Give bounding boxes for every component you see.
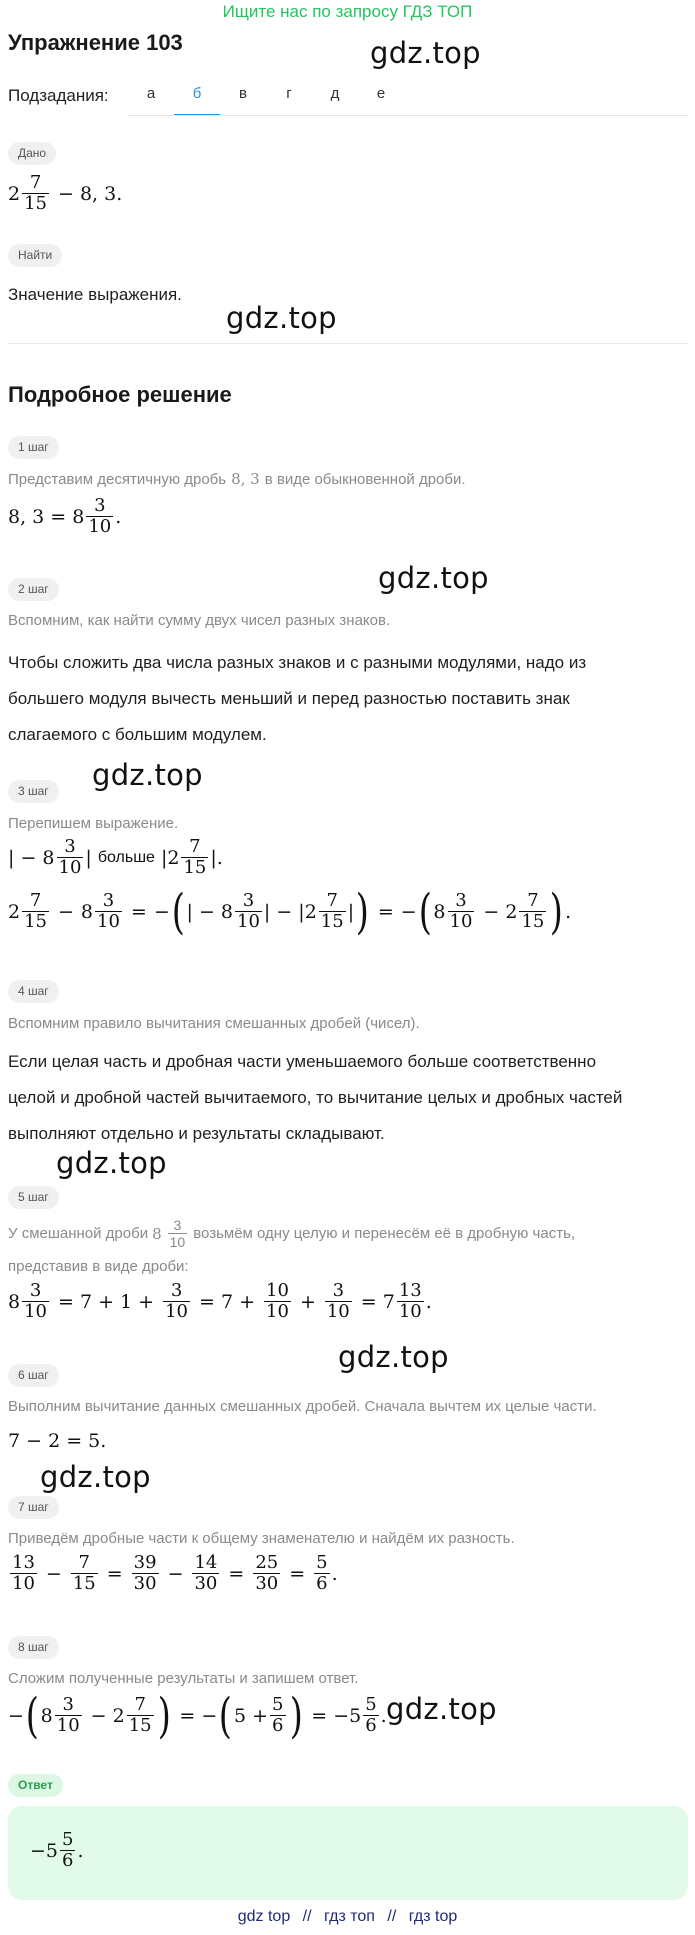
watermark: gdz.top xyxy=(40,1460,151,1494)
watermark: gdz.top xyxy=(338,1340,449,1374)
den: 10 xyxy=(97,911,120,932)
punct: . xyxy=(380,1705,387,1727)
step-8-expression xyxy=(8,1688,387,1744)
whole: 8 xyxy=(433,901,446,923)
num: 7 xyxy=(527,890,539,912)
num: 7 xyxy=(29,890,42,912)
den: 10 xyxy=(169,1233,186,1250)
abs-close: |. xyxy=(210,846,223,869)
step-1-pill: 1 шаг xyxy=(8,436,59,459)
punct: . xyxy=(565,901,572,923)
op: = 7 + xyxy=(199,1290,256,1313)
fraction xyxy=(132,1554,159,1594)
whole: 8 xyxy=(80,901,94,923)
step-4-desc: Вспомним правило вычитания смешанных дробей (чисел). xyxy=(8,1015,420,1032)
num: 7 xyxy=(326,890,338,912)
num: 5 xyxy=(316,1552,328,1573)
op: − xyxy=(8,1705,24,1727)
answer-expression xyxy=(30,1831,84,1871)
step-2-pill: 2 шаг xyxy=(8,578,59,601)
den: 30 xyxy=(133,1572,157,1594)
step-8-pill: 8 шаг xyxy=(8,1636,59,1659)
num: 3 xyxy=(102,890,115,912)
subtasks-tabs xyxy=(128,78,404,116)
den: 15 xyxy=(183,856,207,878)
fraction xyxy=(22,892,49,932)
solution-title: Подробное решение xyxy=(8,382,232,407)
step-1-lhs: 8, 3 = 8 xyxy=(8,505,85,528)
step-3-comparison xyxy=(8,838,223,878)
watermark: gdz.top xyxy=(370,36,481,70)
num: 7 xyxy=(134,1694,146,1716)
step-3-expression xyxy=(8,884,572,940)
step-7-pill: 7 шаг xyxy=(8,1496,59,1519)
den: 10 xyxy=(398,1300,422,1322)
rule-line: большего модуля вычесть меньший и перед разностью поставить знак xyxy=(8,689,570,708)
tab-d[interactable]: д xyxy=(330,85,340,102)
answer-pill: Ответ xyxy=(8,1774,63,1797)
abs-open: |2 xyxy=(160,846,180,869)
num: 5 xyxy=(365,1694,377,1716)
fraction xyxy=(127,1696,154,1736)
tab-v[interactable]: в xyxy=(239,85,247,102)
step-6-pill: 6 шаг xyxy=(8,1364,59,1387)
step-5-expression xyxy=(8,1282,432,1322)
den: 15 xyxy=(128,1715,152,1736)
fraction xyxy=(314,1554,329,1594)
den: 10 xyxy=(449,911,473,932)
den: 15 xyxy=(72,1572,96,1594)
den: 10 xyxy=(56,1715,80,1736)
step-1-desc-b: в виде обыкновенной дроби. xyxy=(264,471,466,488)
step-6-desc: Выполним вычитание данных смешанных дробей. Сначала вычтем их целые части. xyxy=(8,1398,597,1415)
num: 25 xyxy=(255,1552,279,1573)
watermark: gdz.top xyxy=(386,1692,497,1726)
fraction xyxy=(71,1554,98,1594)
step-1-desc-a: Представим десятичную дробь xyxy=(8,471,227,488)
tab-e[interactable]: е xyxy=(376,85,386,102)
den: 10 xyxy=(24,1300,47,1322)
promo-banner[interactable]: Ищите нас по запросу ГДЗ ТОП xyxy=(222,2,473,21)
step-8-desc: Сложим полученные результаты и запишем ответ. xyxy=(8,1670,359,1687)
num: 39 xyxy=(133,1552,157,1573)
op: = 7 xyxy=(360,1290,395,1313)
abs-mid: | − |2 xyxy=(263,901,317,923)
footer-link[interactable]: гдз топ xyxy=(324,1908,375,1925)
op: − 2 xyxy=(90,1705,125,1727)
num: 13 xyxy=(398,1280,422,1301)
fraction xyxy=(163,1282,190,1322)
tab-g[interactable]: г xyxy=(286,85,292,102)
footer-separator: // xyxy=(302,1908,312,1925)
num: 14 xyxy=(194,1552,218,1573)
tab-a[interactable]: а xyxy=(146,85,156,102)
tab-b[interactable]: б xyxy=(174,78,220,116)
num: 3 xyxy=(62,1694,74,1716)
den: 10 xyxy=(165,1300,189,1322)
abs-close: | xyxy=(85,846,92,869)
step-7-desc: Приведём дробные части к общему знаменателю и найдём их разность. xyxy=(8,1530,515,1547)
rule-line: слагаемого с большим модулем. xyxy=(8,725,267,744)
paren: ) xyxy=(289,1688,303,1744)
whole: −5 xyxy=(30,1839,59,1862)
footer-link[interactable]: gdz top xyxy=(237,1908,291,1925)
step-5-pill: 5 шаг xyxy=(8,1186,59,1209)
find-pill: Найти xyxy=(8,244,62,267)
den: 15 xyxy=(521,911,545,932)
num: 3 xyxy=(94,495,106,516)
op: = xyxy=(289,1562,306,1585)
paren: ) xyxy=(355,884,370,940)
abs-close: | xyxy=(347,901,355,923)
step-6-expression: 7 − 2 = 5. xyxy=(8,1430,107,1452)
step-3-pill: 3 шаг xyxy=(8,780,59,803)
rule-line: Чтобы сложить два числа разных знаков и с разными модулями, надо из xyxy=(8,653,587,672)
fraction xyxy=(363,1696,378,1736)
den: 6 xyxy=(272,1715,284,1736)
rule-line: выполняют отдельно и результаты складывают. xyxy=(8,1124,385,1143)
step-2-rule xyxy=(8,645,586,753)
den: 10 xyxy=(12,1572,35,1594)
punct: . xyxy=(115,505,122,528)
num: 5 xyxy=(272,1694,284,1716)
fraction xyxy=(235,892,262,932)
num: 3 xyxy=(332,1280,345,1301)
fraction xyxy=(57,838,84,878)
op: − 2 xyxy=(483,901,518,923)
step-1-desc xyxy=(8,470,466,488)
den: 6 xyxy=(365,1715,377,1736)
fraction xyxy=(10,1554,37,1594)
den: 10 xyxy=(266,1300,289,1322)
num: 13 xyxy=(12,1552,35,1573)
page-title: Упражнение 103 xyxy=(8,30,183,55)
den: 10 xyxy=(88,515,112,537)
num: 3 xyxy=(29,1280,42,1301)
num: 3 xyxy=(455,890,467,912)
abs-open: | − 8 xyxy=(186,901,233,923)
num: 7 xyxy=(78,1552,90,1573)
given-num: 7 xyxy=(29,172,42,193)
step-3-desc: Перепишем выражение. xyxy=(8,815,179,832)
num: 7 xyxy=(189,836,201,857)
rule-line: целой и дробной частей вычитаемого, то вычитание целых и дробных частей xyxy=(8,1088,623,1107)
find-text: Значение выражения. xyxy=(8,285,182,304)
paren: ) xyxy=(157,1688,171,1744)
op: = −5 xyxy=(311,1705,362,1727)
num: 5 xyxy=(62,1829,74,1850)
section-divider xyxy=(8,343,688,344)
op: = xyxy=(377,901,394,923)
desc-text: У смешанной дроби xyxy=(8,1225,149,1243)
fraction xyxy=(264,1282,291,1322)
paren: ( xyxy=(171,884,185,940)
paren: ( xyxy=(418,884,432,940)
comparison-word: больше xyxy=(97,848,155,866)
punct: . xyxy=(77,1839,84,1862)
fraction xyxy=(181,838,208,878)
given-den: 15 xyxy=(24,192,47,214)
watermark: gdz.top xyxy=(92,758,203,792)
den: 30 xyxy=(255,1572,279,1594)
op: − xyxy=(153,901,170,923)
num: 3 xyxy=(173,1217,182,1233)
step-1-expression xyxy=(8,497,121,537)
whole: 8 xyxy=(8,1290,21,1313)
tabs-underline xyxy=(128,115,688,116)
fraction xyxy=(519,892,546,932)
op: − xyxy=(45,1562,62,1585)
den: 10 xyxy=(237,911,260,932)
den: 15 xyxy=(320,911,344,932)
given-rest: − 8, 3. xyxy=(58,182,123,205)
op: = xyxy=(130,901,147,923)
abs-open: | − 8 xyxy=(8,846,55,869)
step-4-rule xyxy=(8,1044,622,1152)
den: 10 xyxy=(58,856,82,878)
fraction xyxy=(397,1282,424,1322)
answer-box xyxy=(8,1806,688,1900)
watermark: gdz.top xyxy=(56,1146,167,1180)
punct: . xyxy=(425,1290,432,1313)
fraction xyxy=(319,892,346,932)
given-expression xyxy=(8,174,122,214)
given-whole: 2 xyxy=(8,182,21,205)
whole: 8 xyxy=(40,1705,53,1727)
op: = 7 + 1 + xyxy=(58,1290,155,1313)
footer-separator: // xyxy=(387,1908,397,1925)
fraction xyxy=(253,1554,280,1594)
op: = xyxy=(106,1562,123,1585)
paren: ) xyxy=(550,884,564,940)
footer-link[interactable]: гдз top xyxy=(408,1908,458,1925)
fraction xyxy=(448,892,475,932)
footer-links xyxy=(0,1908,695,1926)
fraction xyxy=(270,1696,285,1736)
watermark: gdz.top xyxy=(226,301,337,335)
op: − xyxy=(167,1562,184,1585)
step-7-expression xyxy=(8,1554,338,1594)
step-4-pill: 4 шаг xyxy=(8,980,59,1003)
whole: 8 xyxy=(152,1224,162,1243)
op: = xyxy=(228,1562,245,1585)
paren: ( xyxy=(25,1688,39,1744)
den: 6 xyxy=(316,1572,328,1594)
den: 6 xyxy=(62,1849,74,1871)
den: 10 xyxy=(326,1300,350,1322)
step-5-desc xyxy=(8,1218,575,1249)
given-fraction xyxy=(22,174,49,214)
num: 3 xyxy=(242,890,255,912)
op: − xyxy=(400,901,417,923)
op: + xyxy=(299,1290,316,1313)
fraction xyxy=(55,1696,82,1736)
watermark: gdz.top xyxy=(378,561,489,595)
op: 5 + xyxy=(233,1705,269,1727)
fraction xyxy=(60,1831,75,1871)
rule-line: Если целая часть и дробная части уменьшаемого больше соответственно xyxy=(8,1052,597,1071)
op: − xyxy=(58,901,74,923)
fraction xyxy=(325,1282,352,1322)
subtasks-label: Подзадания: xyxy=(8,86,109,105)
fraction xyxy=(22,1282,49,1322)
paren: ( xyxy=(219,1688,233,1744)
num: 3 xyxy=(64,836,76,857)
step-2-desc: Вспомним, как найти сумму двух чисел разных знаков. xyxy=(8,612,391,629)
fraction xyxy=(192,1554,219,1594)
den: 15 xyxy=(24,911,47,932)
num: 10 xyxy=(266,1280,289,1301)
fraction xyxy=(95,892,122,932)
desc-text: возьмём одну целую и перенесём её в дробную часть, xyxy=(193,1225,576,1243)
op: = − xyxy=(179,1705,218,1727)
given-pill: Дано xyxy=(8,142,56,165)
fraction xyxy=(86,497,113,537)
step-1-desc-math: 8, 3 xyxy=(231,470,260,488)
punct: . xyxy=(331,1562,338,1585)
fraction xyxy=(168,1218,188,1249)
step-5-desc-cont: представив в виде дроби: xyxy=(8,1258,189,1275)
num: 3 xyxy=(170,1280,183,1301)
whole: 2 xyxy=(8,901,21,923)
den: 30 xyxy=(194,1572,218,1594)
